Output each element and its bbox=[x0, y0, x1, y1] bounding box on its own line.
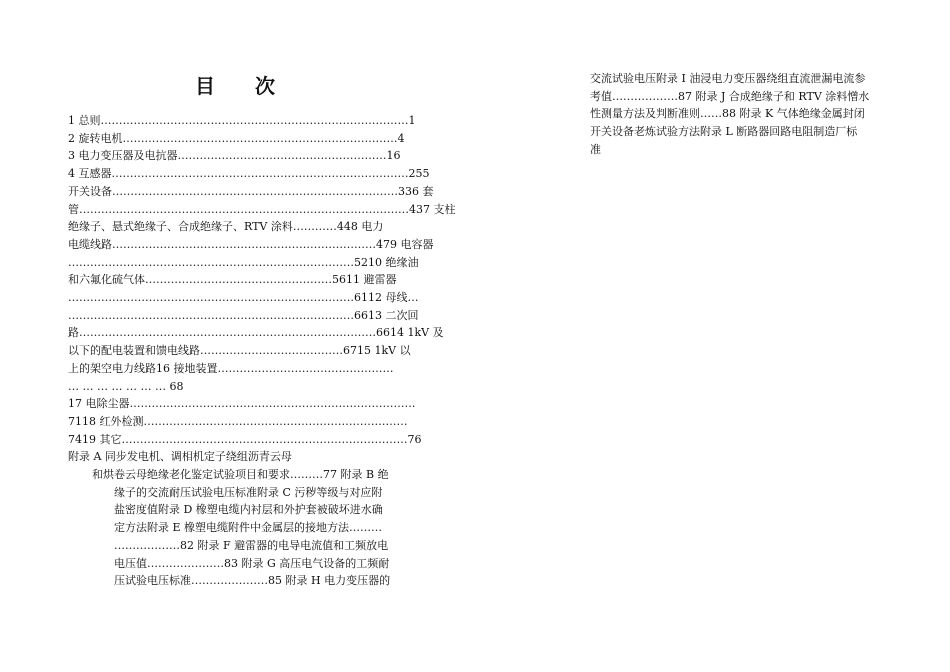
toc-line: 开关设备……………………………………………………………………336 套 bbox=[68, 184, 434, 198]
toc-line: ……………………………………………………………………5210 绝缘油 bbox=[68, 255, 419, 269]
toc-line: 以下的配电装置和馈电线路…………………………………6715 1kV 以 bbox=[68, 344, 411, 358]
toc-line: 17 电除尘器…………………………………………………………………… bbox=[68, 397, 416, 411]
toc-line: 准 bbox=[590, 142, 601, 156]
toc-line: ……………………………………………………………………6112 母线… bbox=[68, 291, 419, 305]
toc-line: 盐密度值附录 D 橡塑电缆内衬层和外护套被破坏进水确 bbox=[114, 503, 383, 517]
toc-line: 交流试验电压附录 I 油浸电力变压器绕组直流泄漏电流参 bbox=[590, 72, 866, 85]
toc-line: 附录 A 同步发电机、调相机定子绕组沥青云母 bbox=[68, 450, 292, 464]
toc-line: 管………………………………………………………………………………437 支柱 bbox=[68, 202, 456, 216]
toc-line: 缘子的交流耐压试验电压标准附录 C 污秽等级与对应附 bbox=[114, 485, 383, 499]
toc-line: … … … … … … … 68 bbox=[68, 379, 184, 393]
toc-line: 4 互感器………………………………………………………………………255 bbox=[68, 167, 430, 181]
toc-line: 考值………………87 附录 J 合成绝缘子和 RTV 涂料憎水 bbox=[590, 89, 870, 103]
toc-left-indent1 bbox=[68, 466, 411, 484]
toc-line: 和烘卷云母绝缘老化鉴定试验项目和要求………77 附录 B 绝 bbox=[92, 468, 389, 482]
toc-line: ……………………………………………………………………6613 二次回 bbox=[68, 308, 419, 322]
toc-line: 7118 红外检测……………………………………………………………… bbox=[68, 414, 408, 428]
toc-line: 开关设备老炼试验方法附录 L 断路器回路电阻制造厂标 bbox=[590, 125, 858, 139]
toc-line: 绝缘子、悬式绝缘子、合成绝缘子、RTV 涂料…………448 电力 bbox=[68, 220, 384, 234]
toc-right-column bbox=[590, 70, 888, 159]
toc-line: 定方法附录 E 橡塑电缆附件中金属层的接地方法……… bbox=[114, 521, 383, 535]
toc-line: 路………………………………………………………………………6614 1kV 及 bbox=[68, 326, 444, 340]
toc-left-column bbox=[68, 112, 456, 590]
toc-line: 电缆线路………………………………………………………………479 电容器 bbox=[68, 237, 434, 251]
toc-line: 1 总则…………………………………………………………………………1 bbox=[68, 114, 416, 127]
toc-left-indent2 bbox=[68, 484, 411, 590]
toc-line: 电压值…………………83 附录 G 高压电气设备的工频耐 bbox=[114, 556, 390, 570]
toc-title bbox=[195, 70, 275, 99]
toc-line: 上的架空电力线路16 接地装置………………………………………… bbox=[68, 361, 394, 375]
toc-line: 3 电力变压器及电抗器…………………………………………………16 bbox=[68, 149, 401, 163]
toc-line: 2 旋转电机…………………………………………………………………4 bbox=[68, 131, 405, 145]
toc-line: 7419 其它……………………………………………………………………76 bbox=[68, 432, 422, 446]
toc-line: 压试验电压标准…………………85 附录 H 电力变压器的 bbox=[114, 574, 391, 588]
toc-line: ………………82 附录 F 避雷器的电导电流值和工频放电 bbox=[114, 538, 389, 552]
toc-title-char-1: 目 bbox=[195, 74, 215, 98]
toc-title-char-2: 次 bbox=[255, 74, 275, 98]
toc-line: 性测量方法及判断准则……88 附录 K 气体绝缘金属封闭 bbox=[590, 107, 865, 121]
toc-line: 和六氟化硫气体……………………………………………5611 避雷器 bbox=[68, 273, 397, 287]
toc-left-lines bbox=[68, 112, 456, 466]
